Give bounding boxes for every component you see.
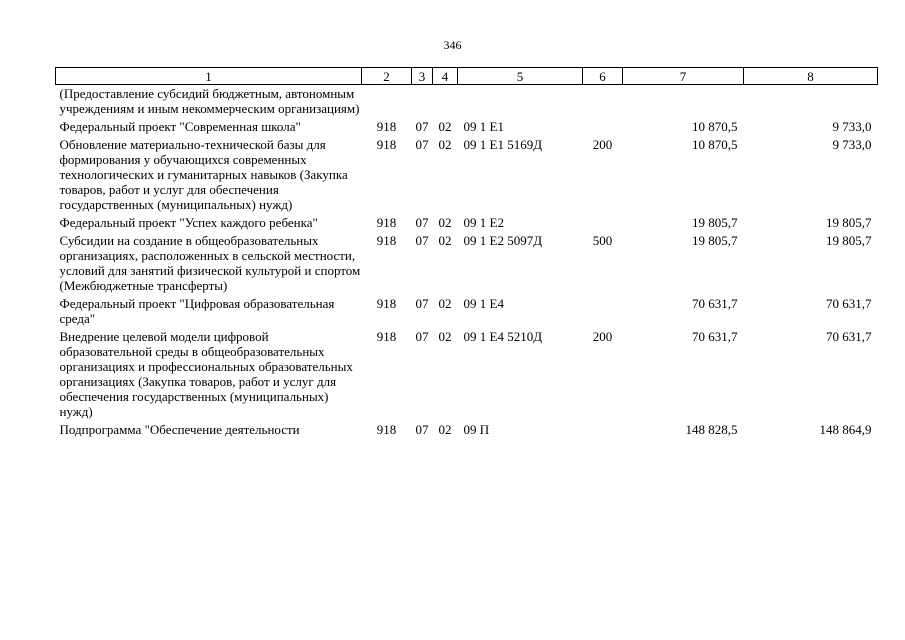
cell-subsection-code: 02 [438,329,452,344]
table-row [56,232,878,295]
cell-amount-year-2: 70 631,7 [826,296,872,311]
header-row [56,68,878,85]
cell-ministry-code: 918 [376,296,397,311]
cell-ministry-code: 918 [376,137,397,152]
cell-ministry-code: 918 [376,215,397,230]
cell-amount-year-2: 9 733,0 [832,137,872,152]
cell-section-code: 07 [415,296,429,311]
header-col-6: 6 [583,68,623,85]
cell-amount-year-1 [623,85,744,119]
cell-section-code: 07 [415,422,429,437]
table-row [56,421,878,439]
cell-subsection-code: 02 [438,215,452,230]
header-col-8: 8 [744,68,878,85]
cell-name: Федеральный проект "Цифровая образовательная среда" [59,296,335,326]
cell-expense-type [583,214,623,232]
cell-amount-year-1: 70 631,7 [692,329,738,344]
cell-expense-type [583,421,623,439]
cell-amount-year-1: 70 631,7 [692,296,738,311]
cell-expense-type [583,118,623,136]
cell-target-article: 09 П [463,422,490,437]
cell-target-article: 09 1 Е1 5169Д [463,137,543,152]
cell-subsection-code: 02 [438,422,452,437]
table-row [56,85,878,119]
cell-section-code: 07 [415,137,429,152]
cell-amount-year-1: 10 870,5 [692,119,738,134]
cell-target-article: 09 1 Е2 5097Д [463,233,543,248]
cell-subsection-code: 02 [438,233,452,248]
header-col-7: 7 [623,68,744,85]
cell-amount-year-1: 148 828,5 [685,422,738,437]
table-header [56,68,878,85]
header-col-4: 4 [433,68,458,85]
cell-subsection-code: 02 [438,296,452,311]
cell-name: Подпрограмма "Обеспечение деятельности [59,422,300,437]
cell-ministry-code: 918 [376,422,397,437]
cell-name: Субсидии на создание в общеобразовательных организациях, расположенных в сельской местности, условий для занятий физической культурой и спортом (Межбюджетные трансферты) [59,233,361,293]
cell-section-code: 07 [415,215,429,230]
cell-name: (Предоставление субсидий бюджетным, автономным учреждениям и иным некоммерческим организациям) [59,86,360,116]
cell-subsection-code: 02 [438,137,452,152]
cell-expense-type [583,295,623,328]
cell-ministry-code: 918 [376,119,397,134]
cell-name: Внедрение целевой модели цифровой образовательной среды в общеобразовательных организациях и профессиональных образовательных организациях (Закупка товаров, работ и услуг для обеспечения государственных (муниципальных) нужд) [59,329,353,419]
table-body [56,85,878,440]
cell-section-code [412,85,433,119]
cell-expense-type: 500 [592,233,613,248]
cell-name: Обновление материально-технической базы для формирования у обучающихся современных технологических и гуманитарных навыков (Закупка товаров, работ и услуг для обеспечения государственных (муниципальных) нужд) [59,137,348,212]
cell-amount-year-1: 19 805,7 [692,233,738,248]
header-col-2: 2 [362,68,412,85]
cell-name: Федеральный проект "Успех каждого ребенка" [59,215,318,230]
cell-amount-year-2 [744,85,878,119]
cell-target-article: 09 1 Е4 [463,296,504,311]
cell-target-article: 09 1 Е1 [463,119,504,134]
cell-section-code: 07 [415,119,429,134]
cell-section-code: 07 [415,329,429,344]
cell-ministry-code: 918 [376,233,397,248]
cell-amount-year-1: 10 870,5 [692,137,738,152]
cell-section-code: 07 [415,233,429,248]
table-row [56,136,878,214]
cell-ministry-code: 918 [376,329,397,344]
cell-name: Федеральный проект "Современная школа" [59,119,301,134]
page-number: 346 [443,38,462,52]
cell-amount-year-1: 19 805,7 [692,215,738,230]
header-col-1: 1 [56,68,362,85]
cell-expense-type [583,85,623,119]
cell-expense-type: 200 [592,329,613,344]
table-row [56,214,878,232]
cell-subsection-code [433,85,458,119]
header-col-5: 5 [458,68,583,85]
cell-target-article [458,85,583,119]
table-row [56,295,878,328]
cell-expense-type: 200 [592,137,613,152]
cell-target-article: 09 1 Е4 5210Д [463,329,543,344]
cell-subsection-code: 02 [438,119,452,134]
cell-amount-year-2: 19 805,7 [826,215,872,230]
cell-target-article: 09 1 Е2 [463,215,504,230]
table-row [56,118,878,136]
cell-amount-year-2: 70 631,7 [826,329,872,344]
header-col-3: 3 [412,68,433,85]
cell-amount-year-2: 19 805,7 [826,233,872,248]
table-row [56,328,878,421]
cell-ministry-code [362,85,412,119]
cell-amount-year-2: 148 864,9 [819,422,872,437]
budget-table [55,67,878,439]
cell-amount-year-2: 9 733,0 [832,119,872,134]
